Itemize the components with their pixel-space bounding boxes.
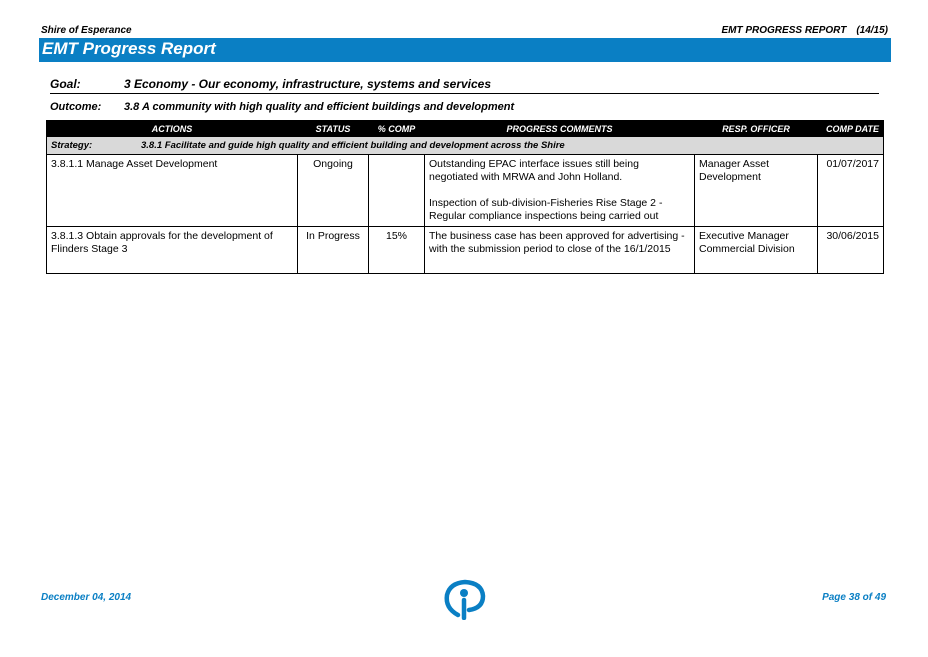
comments-cell: The business case has been approved for advertising - with the submission period to close of the 16/1/2015 — [425, 227, 695, 274]
report-title: EMT PROGRESS REPORT — [721, 25, 847, 36]
action-cell: 3.8.1.3 Obtain approvals for the development of Flinders Stage 3 — [47, 227, 298, 274]
col-actions: ACTIONS — [47, 121, 298, 137]
report-section: (14/15) — [856, 25, 888, 36]
strategy-cell — [47, 137, 884, 155]
officer-cell: Manager Asset Development — [695, 155, 818, 227]
outcome-label: Outcome: — [50, 101, 102, 113]
status-cell: Ongoing — [298, 155, 369, 227]
col-comp-date: COMP DATE — [818, 121, 884, 137]
title-banner — [39, 38, 891, 62]
goal-text: 3 Economy - Our economy, infrastructure, systems and services — [124, 77, 492, 91]
goal-label: Goal: — [50, 77, 81, 91]
table-row — [47, 227, 884, 274]
comment-text: Outstanding EPAC interface issues still being negotiated with MRWA and John Holland. — [429, 158, 639, 183]
page-number: Page 38 of 49 — [822, 592, 886, 603]
action-cell: 3.8.1.1 Manage Asset Development — [47, 155, 298, 227]
col-resp-officer: RESP. OFFICER — [695, 121, 818, 137]
comment-text: Inspection of sub-division-Fisheries Rise Stage 2 - Regular compliance inspections being carried out — [429, 197, 663, 222]
comp-cell — [369, 155, 425, 227]
date-cell: 30/06/2015 — [818, 227, 884, 274]
report-heading — [721, 25, 888, 36]
col-progress-comments: PROGRESS COMMENTS — [425, 121, 695, 137]
strategy-label: Strategy: — [51, 140, 93, 151]
col-comp: % COMP — [369, 121, 425, 137]
officer-cell: Executive Manager Commercial Division — [695, 227, 818, 274]
table-header-row — [47, 121, 884, 137]
organisation-name: Shire of Esperance — [41, 25, 132, 36]
comp-cell: 15% — [369, 227, 425, 274]
date-cell: 01/07/2017 — [818, 155, 884, 227]
footer-date: December 04, 2014 — [41, 592, 132, 603]
page-title: EMT Progress Report — [42, 39, 216, 58]
strategy-text: 3.8.1 Facilitate and guide high quality and efficient building and development across the Shire — [141, 140, 565, 151]
shire-logo-icon — [441, 578, 489, 620]
comments-cell — [425, 155, 695, 227]
col-status: STATUS — [298, 121, 369, 137]
goal-row — [50, 76, 879, 94]
outcome-text: 3.8 A community with high quality and efficient buildings and development — [124, 101, 515, 113]
table-row — [47, 155, 884, 227]
actions-table — [46, 120, 884, 274]
status-cell: In Progress — [298, 227, 369, 274]
strategy-row — [47, 137, 884, 155]
